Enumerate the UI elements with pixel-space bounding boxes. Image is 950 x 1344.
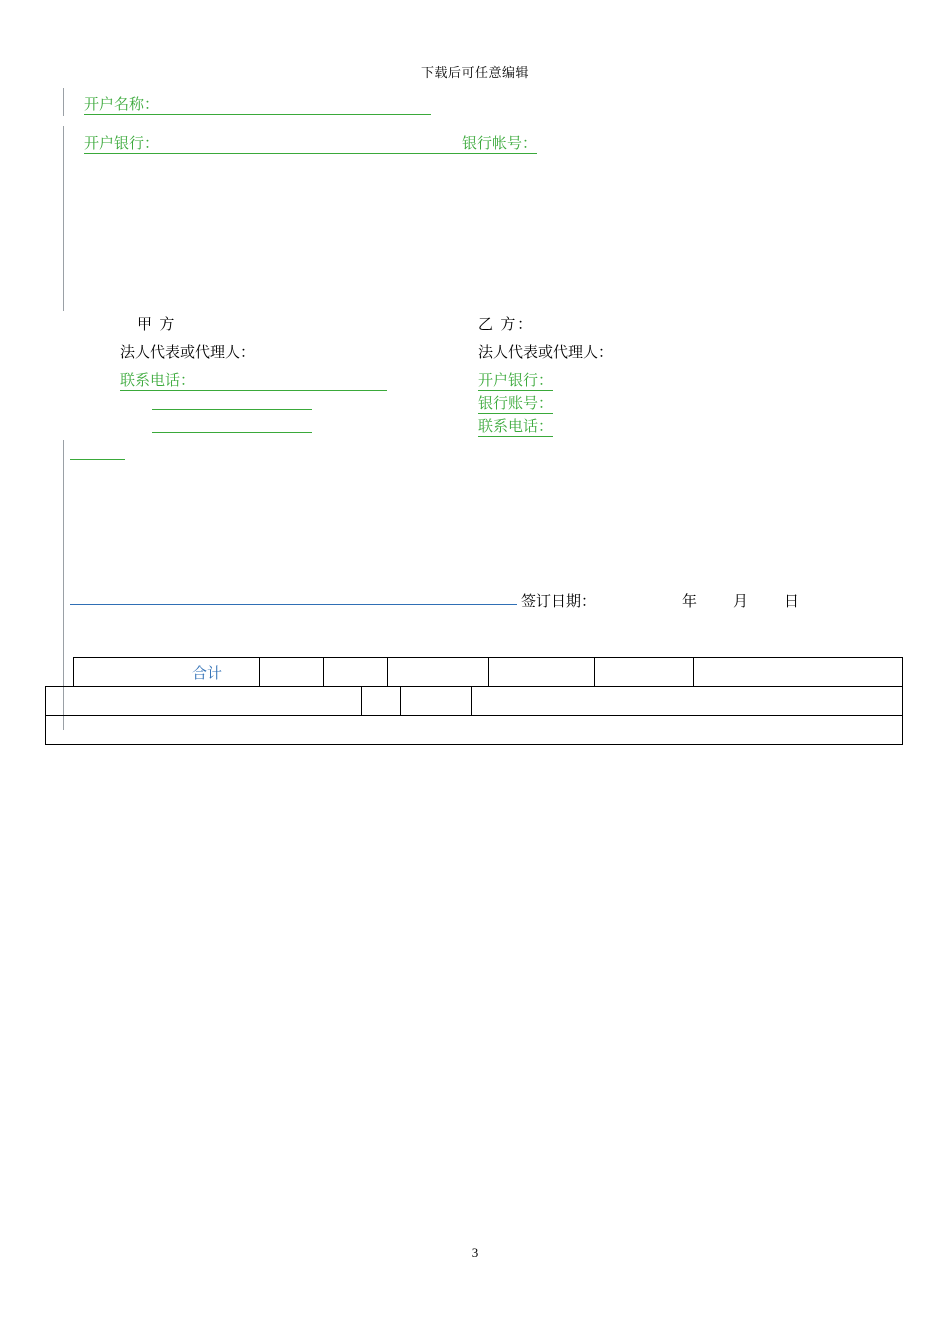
footer-cell-2 <box>362 687 401 716</box>
signature-rule <box>70 604 517 605</box>
bank-no-b-label: 银行账号： <box>478 392 553 414</box>
footer-cell-3 <box>401 687 472 716</box>
party-a-label: 甲 方 <box>137 317 177 333</box>
blank-rule-3 <box>70 459 125 460</box>
contact-phone-a-blank <box>195 373 387 391</box>
footer-table <box>45 686 903 745</box>
change-bar-mid <box>63 126 64 311</box>
change-bar-top <box>63 88 64 116</box>
contact-phone-a-row <box>120 369 387 391</box>
total-cell-3 <box>388 658 489 687</box>
total-cell-2 <box>324 658 388 687</box>
table-row <box>46 687 903 716</box>
footer-cell-full <box>46 716 903 745</box>
bank-account-label: 银行帐号： <box>462 132 537 154</box>
total-cell-5 <box>595 658 694 687</box>
legal-rep-a-label: 法人代表或代理人： <box>120 345 256 361</box>
summary-table <box>73 657 903 687</box>
total-cell-1 <box>260 658 324 687</box>
account-bank-blank <box>159 136 462 154</box>
account-name-label: 开户名称： <box>84 93 159 115</box>
open-bank-b-label: 开户银行： <box>478 369 553 391</box>
year-label: 年 <box>682 594 698 610</box>
blank-rule-2 <box>152 432 312 433</box>
open-bank-b-row <box>478 369 553 391</box>
contact-phone-b-label: 联系电话： <box>478 415 553 437</box>
footer-cell-1 <box>46 687 362 716</box>
total-cell-4 <box>489 658 595 687</box>
contact-phone-a-label: 联系电话： <box>120 369 195 391</box>
table-row <box>74 658 903 687</box>
bank-no-b-row <box>478 392 553 414</box>
account-name-row <box>84 93 431 115</box>
account-name-blank <box>159 97 431 115</box>
month-label: 月 <box>733 594 749 610</box>
account-bank-label: 开户银行： <box>84 132 159 154</box>
footer-cell-4 <box>472 687 903 716</box>
day-label: 日 <box>784 594 800 610</box>
party-b-label: 乙 方： <box>478 317 534 333</box>
header-note: 下载后可任意编辑 <box>420 65 529 80</box>
page-number: 3 <box>471 1245 479 1260</box>
account-bank-row <box>84 132 537 154</box>
sign-date-label: 签订日期： <box>521 594 597 610</box>
legal-rep-b-label: 法人代表或代理人： <box>478 345 614 361</box>
table-row <box>46 716 903 745</box>
total-cell-6 <box>694 658 903 687</box>
blank-rule-1 <box>152 409 312 410</box>
contact-phone-b-row <box>478 415 553 437</box>
total-label-cell: 合计 <box>74 658 260 687</box>
